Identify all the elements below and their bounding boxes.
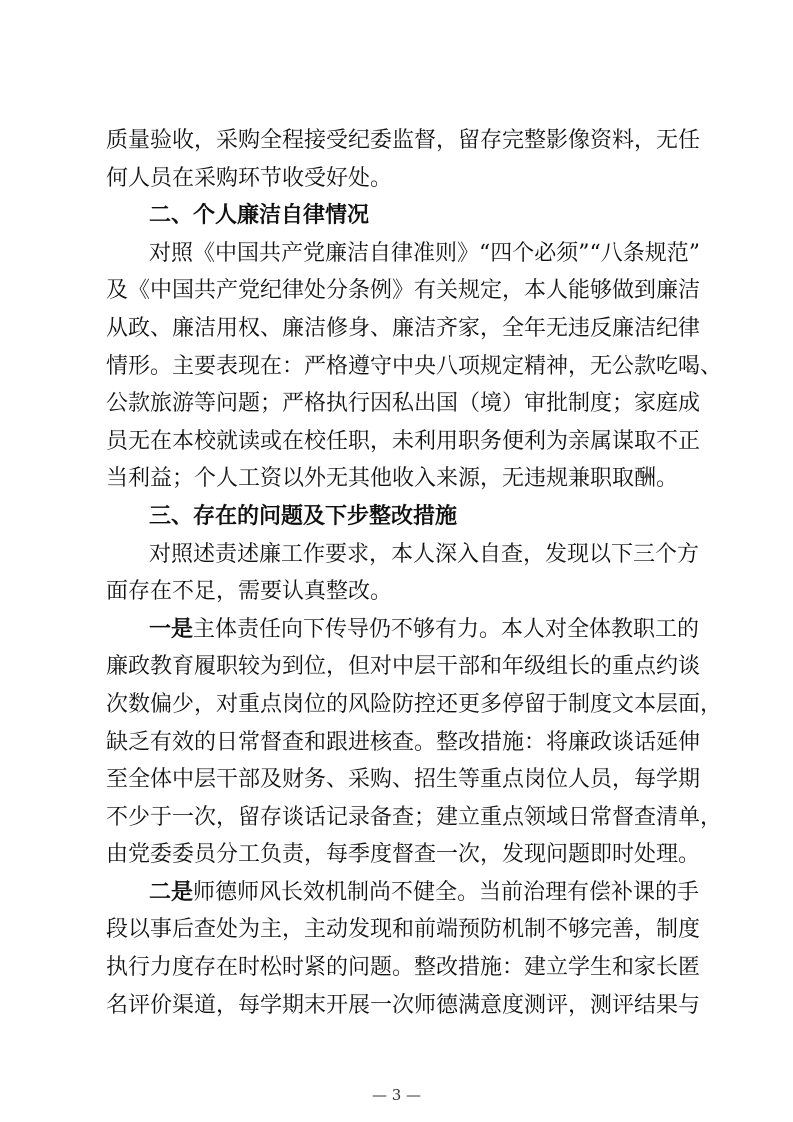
- body-line: 何人员在采购环节收受好处。: [106, 165, 393, 191]
- body-line: 对照《中国共产党廉洁自律准则》“四个必须”“八条规范”: [149, 240, 700, 266]
- body-line: 当利益；个人工资以外无其他收入来源，无违规兼职取酬。: [106, 466, 679, 492]
- body-line: 员无在本校就读或在校任职，未利用职务便利为亲属谋取不正: [106, 428, 701, 454]
- body-line: [106, 874, 700, 912]
- body-line: 名评价渠道，每学期末开展一次师德满意度测评，测评结果与: [106, 992, 701, 1018]
- item-lead: 二是: [149, 879, 194, 905]
- body-line: 廉政教育履职较为到位，但对中层干部和年级组长的重点约谈: [106, 654, 701, 680]
- item-text: 主体责任向下传导仍不够有力。本人对全体教职工的: [193, 616, 700, 642]
- body-line: 质量验收，采购全程接受纪委监督，留存完整影像资料，无任: [106, 128, 701, 153]
- body-line: 从政、廉洁用权、廉洁修身、廉洁齐家，全年无违反廉洁纪律: [106, 315, 701, 341]
- body-line: 对照述责述廉工作要求，本人深入自查，发现以下三个方: [149, 541, 700, 567]
- body-line: 段以事后查处为主，主动发现和前端预防机制不够完善，制度: [106, 917, 701, 943]
- body-line: 不少于一次，留存谈话记录备查；建立重点领域日常督查清单，: [106, 804, 723, 830]
- body-line: 次数偏少，对重点岗位的风险防控还更多停留于制度文本层面，: [106, 691, 723, 717]
- body-line: 公款旅游等问题；严格执行因私出国（境）审批制度；家庭成: [106, 391, 701, 417]
- document-body: [106, 122, 723, 1024]
- section-heading: 二、个人廉洁自律情况: [149, 203, 370, 229]
- item-lead: 一是: [149, 616, 194, 642]
- body-line: 面存在不足，需要认真整改。: [106, 579, 393, 605]
- section-heading: 三、存在的问题及下步整改措施: [149, 503, 458, 529]
- body-line: 执行力度存在时松时紧的问题。整改措施：建立学生和家长匿: [106, 955, 701, 981]
- body-line: 至全体中层干部及财务、采购、招生等重点岗位人员，每学期: [106, 767, 701, 793]
- body-line: 缺乏有效的日常督查和跟进核查。整改措施：将廉政谈话延伸: [106, 729, 701, 755]
- body-line: 由党委委员分工负责，每季度督查一次，发现问题即时处理。: [106, 842, 701, 868]
- body-line: [106, 611, 700, 649]
- body-line: 及《中国共产党纪律处分条例》有关规定，本人能够做到廉洁: [106, 278, 701, 304]
- item-text: 师德师风长效机制尚不健全。当前治理有偿补课的手: [193, 879, 700, 905]
- page-number: — 3 —: [371, 1086, 422, 1104]
- body-line: 情形。主要表现在：严格遵守中央八项规定精神，无公款吃喝、: [106, 353, 723, 379]
